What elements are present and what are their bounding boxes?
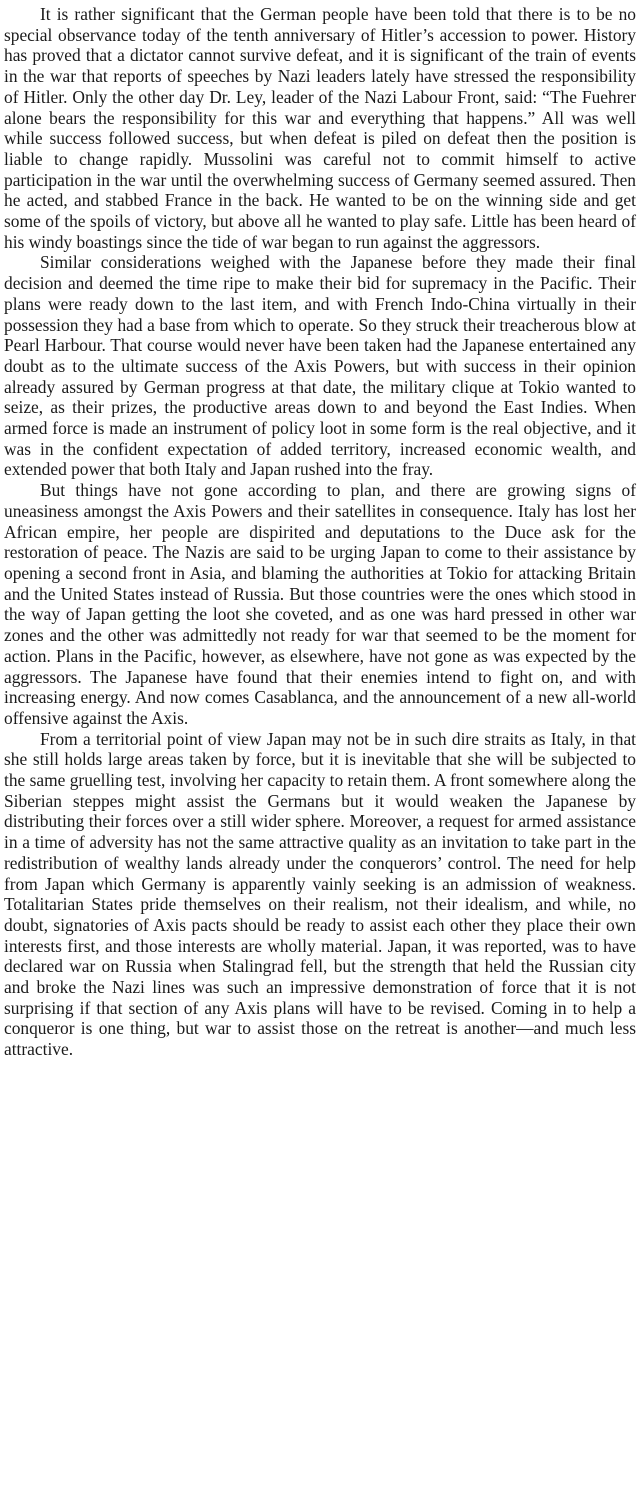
article-paragraph-4: From a territorial point of view Japan may not be in such dire straits as Italy, in that she still holds large areas taken by force, but it is inevitable that she will be subjected to the same gruelling test, involving her capacity to retain them. A front somewhere along the Siberian steppes might assist the Germans but it would weaken the Japanese by distributing their forces over a still wider sphere. Moreover, a request for armed assistance in a time of adversity has not the same attractive quality as an invitation to take part in the redistribution of wealthy lands already under the conquerors’ control. The need for help from Japan which Germany is apparently vainly seeking is an admission of weakness. Totalitarian States pride themselves on their realism, not their idealism, and while, no doubt, signatories of Axis pacts should be ready to assist each other they place their own interests first, and those interests are wholly material. Japan, it was reported, was to have declared war on Russia when Stalingrad fell, but the strength that held the Russian city and broke the Nazi lines was such an impressive demonstration of force that it is not surprising if that section of any Axis plans will have to be revised. Coming in to help a conqueror is one thing, but war to assist those on the retreat is another—and much less attractive. (4, 728, 636, 1060)
article-paragraph-3: But things have not gone according to plan, and there are growing signs of uneasiness amongst the Axis Powers and their satellites in consequence. Italy has lost her African empire, her people are dispirited and deputations to the Duce ask for the restoration of peace. The Nazis are said to be urging Japan to come to their assistance by opening a second front in Asia, and blaming the authorities at Tokio for attacking Britain and the United States instead of Russia. But those countries were the ones which stood in the way of Japan getting the loot she coveted, and as one was hard pressed in other war zones and the other was admittedly not ready for war that seemed to be the moment for action. Plans in the Pacific, however, as elsewhere, have not gone as was expected by the aggressors. The Japanese have found that their enemies intend to fight on, and with increasing energy. And now comes Casablanca, and the announcement of a new all-world offensive against the Axis. (4, 480, 636, 728)
article-paragraph-2: Similar considerations weighed with the Japanese before they made their final decision and deemed the time ripe to make their bid for supremacy in the Pacific. Their plans were ready down to the last item, and with French Indo-China virtually in their possession they had a base from which to operate. So they struck their treacherous blow at Pearl Harbour. That course would never have been taken had the Japanese entertained any doubt as to the ultimate success of the Axis Powers, but with success in their opinion already assured by German progress at that date, the military clique at Tokio wanted to seize, as their prizes, the productive areas down to and beyond the East Indies. When armed force is made an instrument of policy loot in some form is the real objective, and it was in the confident expectation of added territory, increased economic wealth, and extended power that both Italy and Japan rushed into the fray. (4, 252, 636, 480)
editorial-article (4, 4, 636, 1060)
article-paragraph-1: It is rather significant that the German people have been told that there is to be no special observance today of the tenth anniversary of Hitler’s accession to power. History has proved that a dictator cannot survive defeat, and it is significant of the train of events in the war that reports of speeches by Nazi leaders lately have stressed the responsibility of Hitler. Only the other day Dr. Ley, leader of the Nazi Labour Front, said: “The Fuehrer alone bears the responsibility for this war and everything that happens.” All was well while success followed success, but when defeat is piled on defeat then the position is liable to change rapidly. Mussolini was careful not to commit himself to active participation in the war until the overwhelming success of Germany seemed assured. Then he acted, and stabbed France in the back. He wanted to be on the winning side and get some of the spoils of victory, but above all he wanted to play safe. Little has been heard of his windy boastings since the tide of war began to run against the aggressors. (4, 4, 636, 252)
